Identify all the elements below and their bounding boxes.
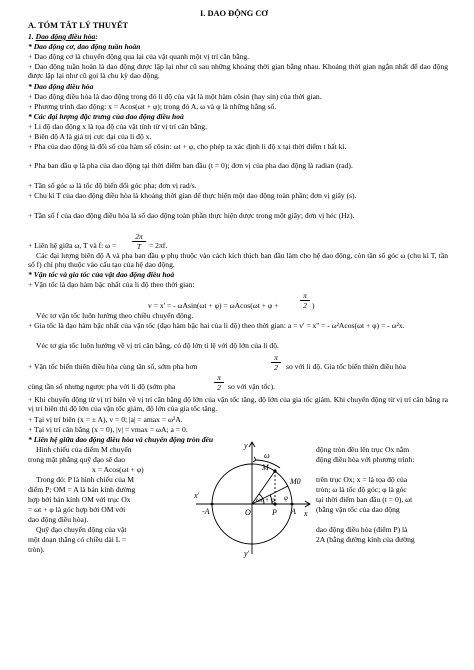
fraction-pi-over-2	[271, 353, 281, 373]
text-line: Hình chiếu của điểm M chuyển	[36, 445, 132, 454]
paragraph: Các đại lượng biên độ A và pha ban đầu φ phụ thuộc vào cách kích thích ban đầu làm cho hệ dao động, còn tần số góc ω (chu kì T, tần số f) chỉ phụ thuộc vào cấu tạo của hệ dao động.	[28, 251, 448, 270]
fraction-denominator: 2	[300, 300, 310, 310]
paragraph: + Tần số góc ω là tốc độ biến đổi góc pha; đơn vị rad/s.	[28, 181, 197, 190]
text-line: dao động điều hòa).	[28, 515, 89, 524]
topic-heading: * Vận tốc và gia tốc của vật dao động điều hoà	[28, 270, 175, 279]
chapter-title: I. DAO ĐỘNG CƠ	[200, 9, 268, 18]
text-line: tròn; ω là tốc độ góc; φ là góc	[316, 485, 407, 494]
paragraph: + Dao động cơ là chuyển động qua lại của vật quanh một vị trí cân bằng.	[28, 52, 250, 61]
text-line: động tròn đều lên trục Ox nằm	[316, 445, 410, 454]
text-line: hợp bởi bán kính OM với trục Ox	[28, 495, 131, 504]
oscillation-equation: x = Acos(ωt + φ)	[92, 465, 144, 474]
text-line: trên trục Ox; x = là tọa độ của	[316, 475, 408, 484]
text-line: một đoạn thẳng có chiều dài L =	[28, 535, 127, 544]
paragraph: Véc tơ gia tốc luôn hướng về vị trí cân bằng, có độ lớn tỉ lệ với độ lớn của li độ.	[36, 341, 279, 350]
fraction-denominator: 2	[214, 382, 224, 392]
label-y: y	[244, 441, 248, 450]
paragraph: + Dao động điều hòa là dao động trong đó li độ của vật là một hàm côsin (hay sin) của thời gian.	[28, 92, 322, 101]
paragraph: + Tại vị trí biên (x = ± A), v = 0; |a| = amax = ω²A.	[28, 415, 183, 424]
text-line: Trong đó: P là hình chiếu của M	[36, 475, 134, 484]
paragraph-continued: so với vận tốc).	[228, 382, 276, 391]
subsection-number: 1.	[28, 32, 36, 41]
fraction-denominator: 2	[271, 362, 281, 372]
text-line: tròn).	[28, 545, 45, 554]
subsection-title: Dao động điều hòa	[35, 32, 96, 41]
text-line: trong mặt phẳng quỹ đạo sẽ dao	[28, 455, 126, 464]
fraction-pi-over-2	[300, 291, 310, 311]
text-line: 2A (bằng đường kính của đường	[316, 535, 415, 544]
topic-heading: * Dao động điều hòa	[28, 82, 94, 91]
topic-heading: * Liên hệ giữa dao động điều hòa và chuyển động tròn đều	[28, 435, 214, 444]
text-line: tại thời điểm ban đầu (t = 0), ωt	[316, 495, 413, 504]
paragraph: + Vận tốc là đạo hàm bậc nhất của li độ theo thời gian:	[28, 280, 195, 289]
label-phi: φ	[284, 494, 288, 502]
topic-heading: * Dao động cơ, dao động tuần hoàn	[28, 42, 141, 51]
fraction-numerator: π	[217, 373, 221, 382]
label-y-prime: y'	[244, 549, 250, 558]
section-heading: A. TÓM TẮT LÝ THUYẾT	[28, 21, 129, 30]
label-negA: -A	[202, 507, 210, 516]
topic-heading: * Các đại lượng đặc trưng của dao động điều hoà	[28, 112, 184, 121]
text-line: dao động điều hòa (điểm P) là	[316, 525, 408, 534]
label-M: M	[262, 463, 269, 472]
fraction-numerator: π	[274, 353, 278, 362]
paragraph: + Khi chuyển động từ vị trí biên về vị trí cân bằng độ lớn của vận tốc tăng, độ lớn của gia tốc giảm. Khi chuyển động từ vị trí cân bằng ra vị trí biên thì độ lớn của vận tốc giảm, độ lớn của gia tốc tăng.	[28, 395, 448, 414]
velocity-equation-close: )	[312, 301, 315, 310]
subsection-heading	[28, 32, 98, 41]
relation-formula: + Liên hệ giữa ω, T và f: ω =	[28, 241, 117, 250]
fraction	[132, 232, 146, 252]
text-line: (bằng vận tốc của dao động	[316, 505, 400, 514]
label-M0: M0	[290, 477, 301, 486]
label-O: O	[245, 508, 251, 517]
label-x: x	[304, 509, 308, 518]
label-A: A	[291, 507, 296, 516]
fraction-numerator: 2π	[135, 232, 143, 241]
paragraph: + Gia tốc là đạo hàm bậc nhất của vận tốc (đạo hàm bậc hai của li độ) theo thời gian: a = v' = x'' = - ω²Acos(ωt + φ) = - ω²x.	[28, 321, 405, 330]
point-M	[273, 469, 276, 472]
paragraph: + Pha ban đầu φ là pha của dao động tại thời điểm ban đầu (t = 0); đơn vị của pha dao động là radian (rad).	[28, 161, 353, 170]
paragraph: + Tần số f của dao động điều hòa là số dao động toàn phần thực hiện được trong một giây; đơn vị héc (Hz).	[28, 211, 355, 220]
paragraph: + Biên độ A là giá trị cực đại của li độ x.	[28, 132, 152, 141]
velocity-equation: v = x' = - ωAsin(ωt + φ) = ωAcos(ωt + φ +	[148, 301, 279, 310]
paragraph: + Phương trình dao động: x = Acos(ωt + φ); trong đó A, ω và φ là những hằng số.	[28, 102, 277, 111]
paragraph: + Vận tốc biến thiên điều hòa cùng tần số, sớm pha hơn	[28, 362, 198, 371]
point-negA	[211, 503, 214, 506]
subsection-colon: :	[95, 32, 98, 41]
text-line: Quỹ đạo chuyển động của vật	[36, 525, 127, 534]
point-A	[291, 503, 294, 506]
paragraph-continued: so với li độ. Gia tốc biến thiên điều hòa	[286, 362, 407, 371]
label-omega: ω	[264, 451, 270, 460]
fraction-numerator: π	[303, 291, 307, 300]
fraction-pi-over-2	[214, 373, 224, 393]
label-angle: ωt + φ	[256, 496, 275, 504]
fraction-denominator: T	[132, 241, 146, 251]
label-x-prime: x'	[194, 491, 200, 500]
label-P: P	[272, 508, 277, 517]
paragraph: + Pha của dao động là đối số của hàm số côsin: ωt + φ, cho phép ta xác định li độ x tại thời điểm t bất kì.	[28, 142, 347, 151]
paragraph: + Tại vị trí cân bằng (x = 0), |v| = vmax = ωA; a = 0.	[28, 425, 188, 434]
paragraph: cùng tần số nhưng ngược pha với li độ (sớm pha	[28, 382, 176, 391]
text-line: động điều hòa với phương trình:	[316, 455, 415, 464]
rotation-arrowhead	[253, 457, 256, 462]
text-line: = ωt + φ là góc hợp bởi OM với	[28, 505, 126, 514]
circular-motion-diagram	[192, 438, 316, 558]
text-line: điểm P; OM = A là bán kính đường	[28, 485, 136, 494]
paragraph: + Li độ dao động x là tọa độ của vật tính từ vị trí cân bằng.	[28, 122, 208, 131]
paragraph: + Dao động tuần hoàn là dao động được lặp lại như cũ sau những khoảng thời gian bằng nhau. Khoảng thời gian ngắn nhất để dao động được lặp lại như cũ gọi là chu kỳ dao động.	[28, 62, 448, 81]
paragraph: Véc tơ vận tốc luôn hướng theo chiều chuyển động.	[36, 311, 194, 320]
relation-formula-end: = 2πf.	[149, 241, 168, 250]
paragraph: + Chu kì T của dao động điều hòa là khoảng thời gian để thực hiện một dao động toàn phần; đơn vị giây (s).	[28, 191, 357, 200]
